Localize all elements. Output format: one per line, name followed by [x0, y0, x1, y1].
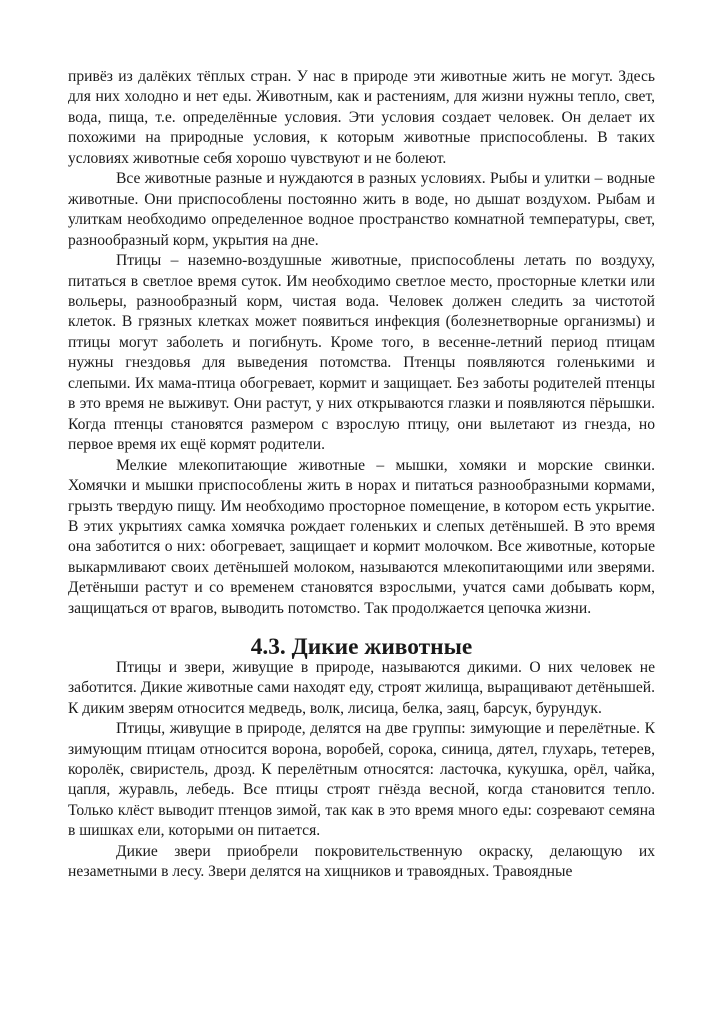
paragraph-wild-birds: Птицы, живущие в природе, делятся на две группы: зимующие и перелётные. К зимующим птицам относится ворона, воробей, сорока, синица, дятел, глухарь, тетерев, королёк, свиристель, дрозд. К перелётным относятся: ласточка, кукушка, орёл, чайка, цапля, журавль, лебедь. Все птицы строят гнёзда весной, когда становится тепло. Только клёст выводит птенцов зимой, так как в это время много еды: созревают семяна в шишках ели, которыми он питается.	[68, 720, 655, 840]
paragraph-wild-animals: Птицы и звери, живущие в природе, называются дикими. О них человек не заботится. Дикие животные сами находят еду, строят жилища, выращивают детёнышей. К диким зверям относится медведь, волк, лисица, белка, заяц, барсук, бурундук.	[68, 658, 655, 717]
paragraph-small-mammals: Мелкие млекопитающие животные – мышки, хомяки и морские свинки. Хомячки и мышки приспособлены жить в норах и питаться разнообразными кормами, грызть твердую пищу. Им необходимо просторное помещение, в котором есть укрытие. В этих укрытиях самка хомячка рождает голеньких и слепых детёнышей. В это время она заботится о них: обогревает, защищает и кормит молочком. Все животные, которые выкармливают своих детёнышей молоком, называются млекопитающими или зверями. Детёныши растут и со временем становятся взрослыми, учатся сами добывать корм, защищаться от врагов, выводить потомство. Так продолжается цепочка жизни.	[68, 456, 655, 617]
document-page	[68, 67, 655, 883]
paragraph-continued: привёз из далёких тёплых стран. У нас в природе эти животные жить не могут. Здесь для них холодно и нет еды. Животным, как и растениям, для жизни нужны тепло, свет, вода, пища, т.е. определённые условия. Эти условия создает человек. Он делает их похожими на природные условия, к которым животные приспособлены. В таких условиях животные себя хорошо чувствуют и не болеют.	[68, 68, 655, 167]
paragraph-aquatic-animals: Все животные разные и нуждаются в разных условиях. Рыбы и улитки – водные животные. Они приспособлены постоянно жить в воде, но дышат воздухом. Рыбам и улиткам необходимо определенное водное пространство комнатной температуры, свет, разнообразный корм, укрытия на дне.	[68, 170, 655, 249]
paragraph-birds: Птицы – наземно-воздушные животные, приспособлены летать по воздуху, питаться в светлое время суток. Им необходимо светлое место, просторные клетки или вольеры, разнообразный корм, чистая вода. Человек должен следить за чистотой клеток. В грязных клетках может появиться инфекция (болезнетворные организмы) и птицы могут заболеть и погибнуть. Кроме того, в весенне-летний период птицам нужны гнездовья для выведения потомства. Птенцы появляются голенькими и слепыми. Их мама-птица обогревает, кормит и защищает. Без заботы родителей птенцы в это время не выживут. Они растут, у них открываются глазки и появляются пёрышки. Когда птенцы становятся размером с взрослую птицу, они вылетают из гнезда, но первое время их ещё кормят родители.	[68, 252, 655, 454]
paragraph-wild-beasts: Дикие звери приобрели покровительственную окраску, делающую их незаметными в лесу. Звери делятся на хищников и травоядных. Травоядные	[68, 842, 655, 881]
section-heading: 4.3. Дикие животные	[250, 634, 473, 661]
